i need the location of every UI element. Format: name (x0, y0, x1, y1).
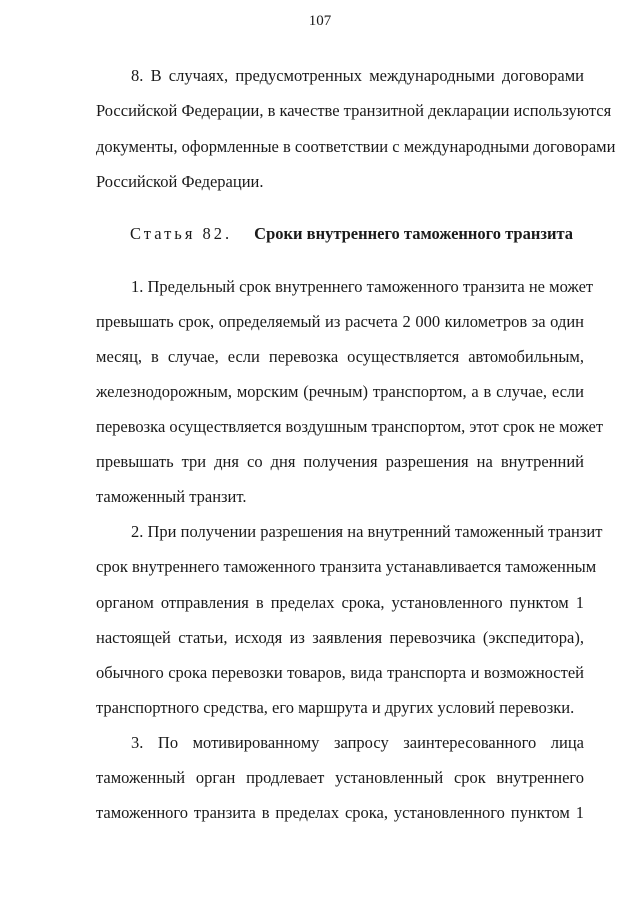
article-label: Статья 82. (130, 224, 233, 243)
paragraph-8-line-1: 8. В случаях, предусмотренных международными договорами (131, 66, 584, 85)
paragraph-8-line-4: Российской Федерации. (96, 172, 264, 191)
paragraph-1-line-7: таможенный транзит. (96, 487, 247, 506)
paragraph-2-line-6: транспортного средства, его маршрута и других условий перевозки. (96, 698, 575, 717)
article-heading (130, 224, 573, 244)
paragraph-2-line-2: срок внутреннего таможенного транзита устанавливается таможенным (96, 557, 597, 576)
article-title: Сроки внутреннего таможенного транзита (254, 224, 574, 243)
page-number: 107 (308, 13, 332, 29)
paragraph-1-line-6: превышать три дня со дня получения разрешения на внутренний (96, 452, 584, 471)
paragraph-8-line-2: Российской Федерации, в качестве транзитной декларации используются (96, 101, 612, 120)
paragraph-3-line-3: таможенного транзита в пределах срока, установленного пунктом 1 (96, 803, 584, 822)
paragraph-2-line-5: обычного срока перевозки товаров, вида транспорта и возможностей (96, 663, 584, 682)
paragraph-8-line-3: документы, оформленные в соответствии с международными договорами (96, 137, 616, 156)
paragraph-1-line-2: превышать срок, определяемый из расчета 2 000 километров за один (96, 312, 584, 331)
paragraph-2-line-4: настоящей статьи, исходя из заявления перевозчика (экспедитора), (96, 628, 584, 647)
paragraph-1-line-1: 1. Предельный срок внутреннего таможенного транзита не может (131, 277, 594, 296)
paragraph-1-line-3: месяц, в случае, если перевозка осуществляется автомобильным, (96, 347, 584, 366)
paragraph-2-line-3: органом отправления в пределах срока, установленного пунктом 1 (96, 593, 584, 612)
paragraph-2-line-1: 2. При получении разрешения на внутренний таможенный транзит (131, 522, 603, 541)
paragraph-3-line-2: таможенный орган продлевает установленный срок внутреннего (96, 768, 584, 787)
paragraph-1-line-4: железнодорожным, морским (речным) транспортом, а в случае, если (96, 382, 584, 401)
paragraph-1-line-5: перевозка осуществляется воздушным транспортом, этот срок не может (96, 417, 604, 436)
paragraph-3-line-1: 3. По мотивированному запросу заинтересованного лица (131, 733, 584, 752)
